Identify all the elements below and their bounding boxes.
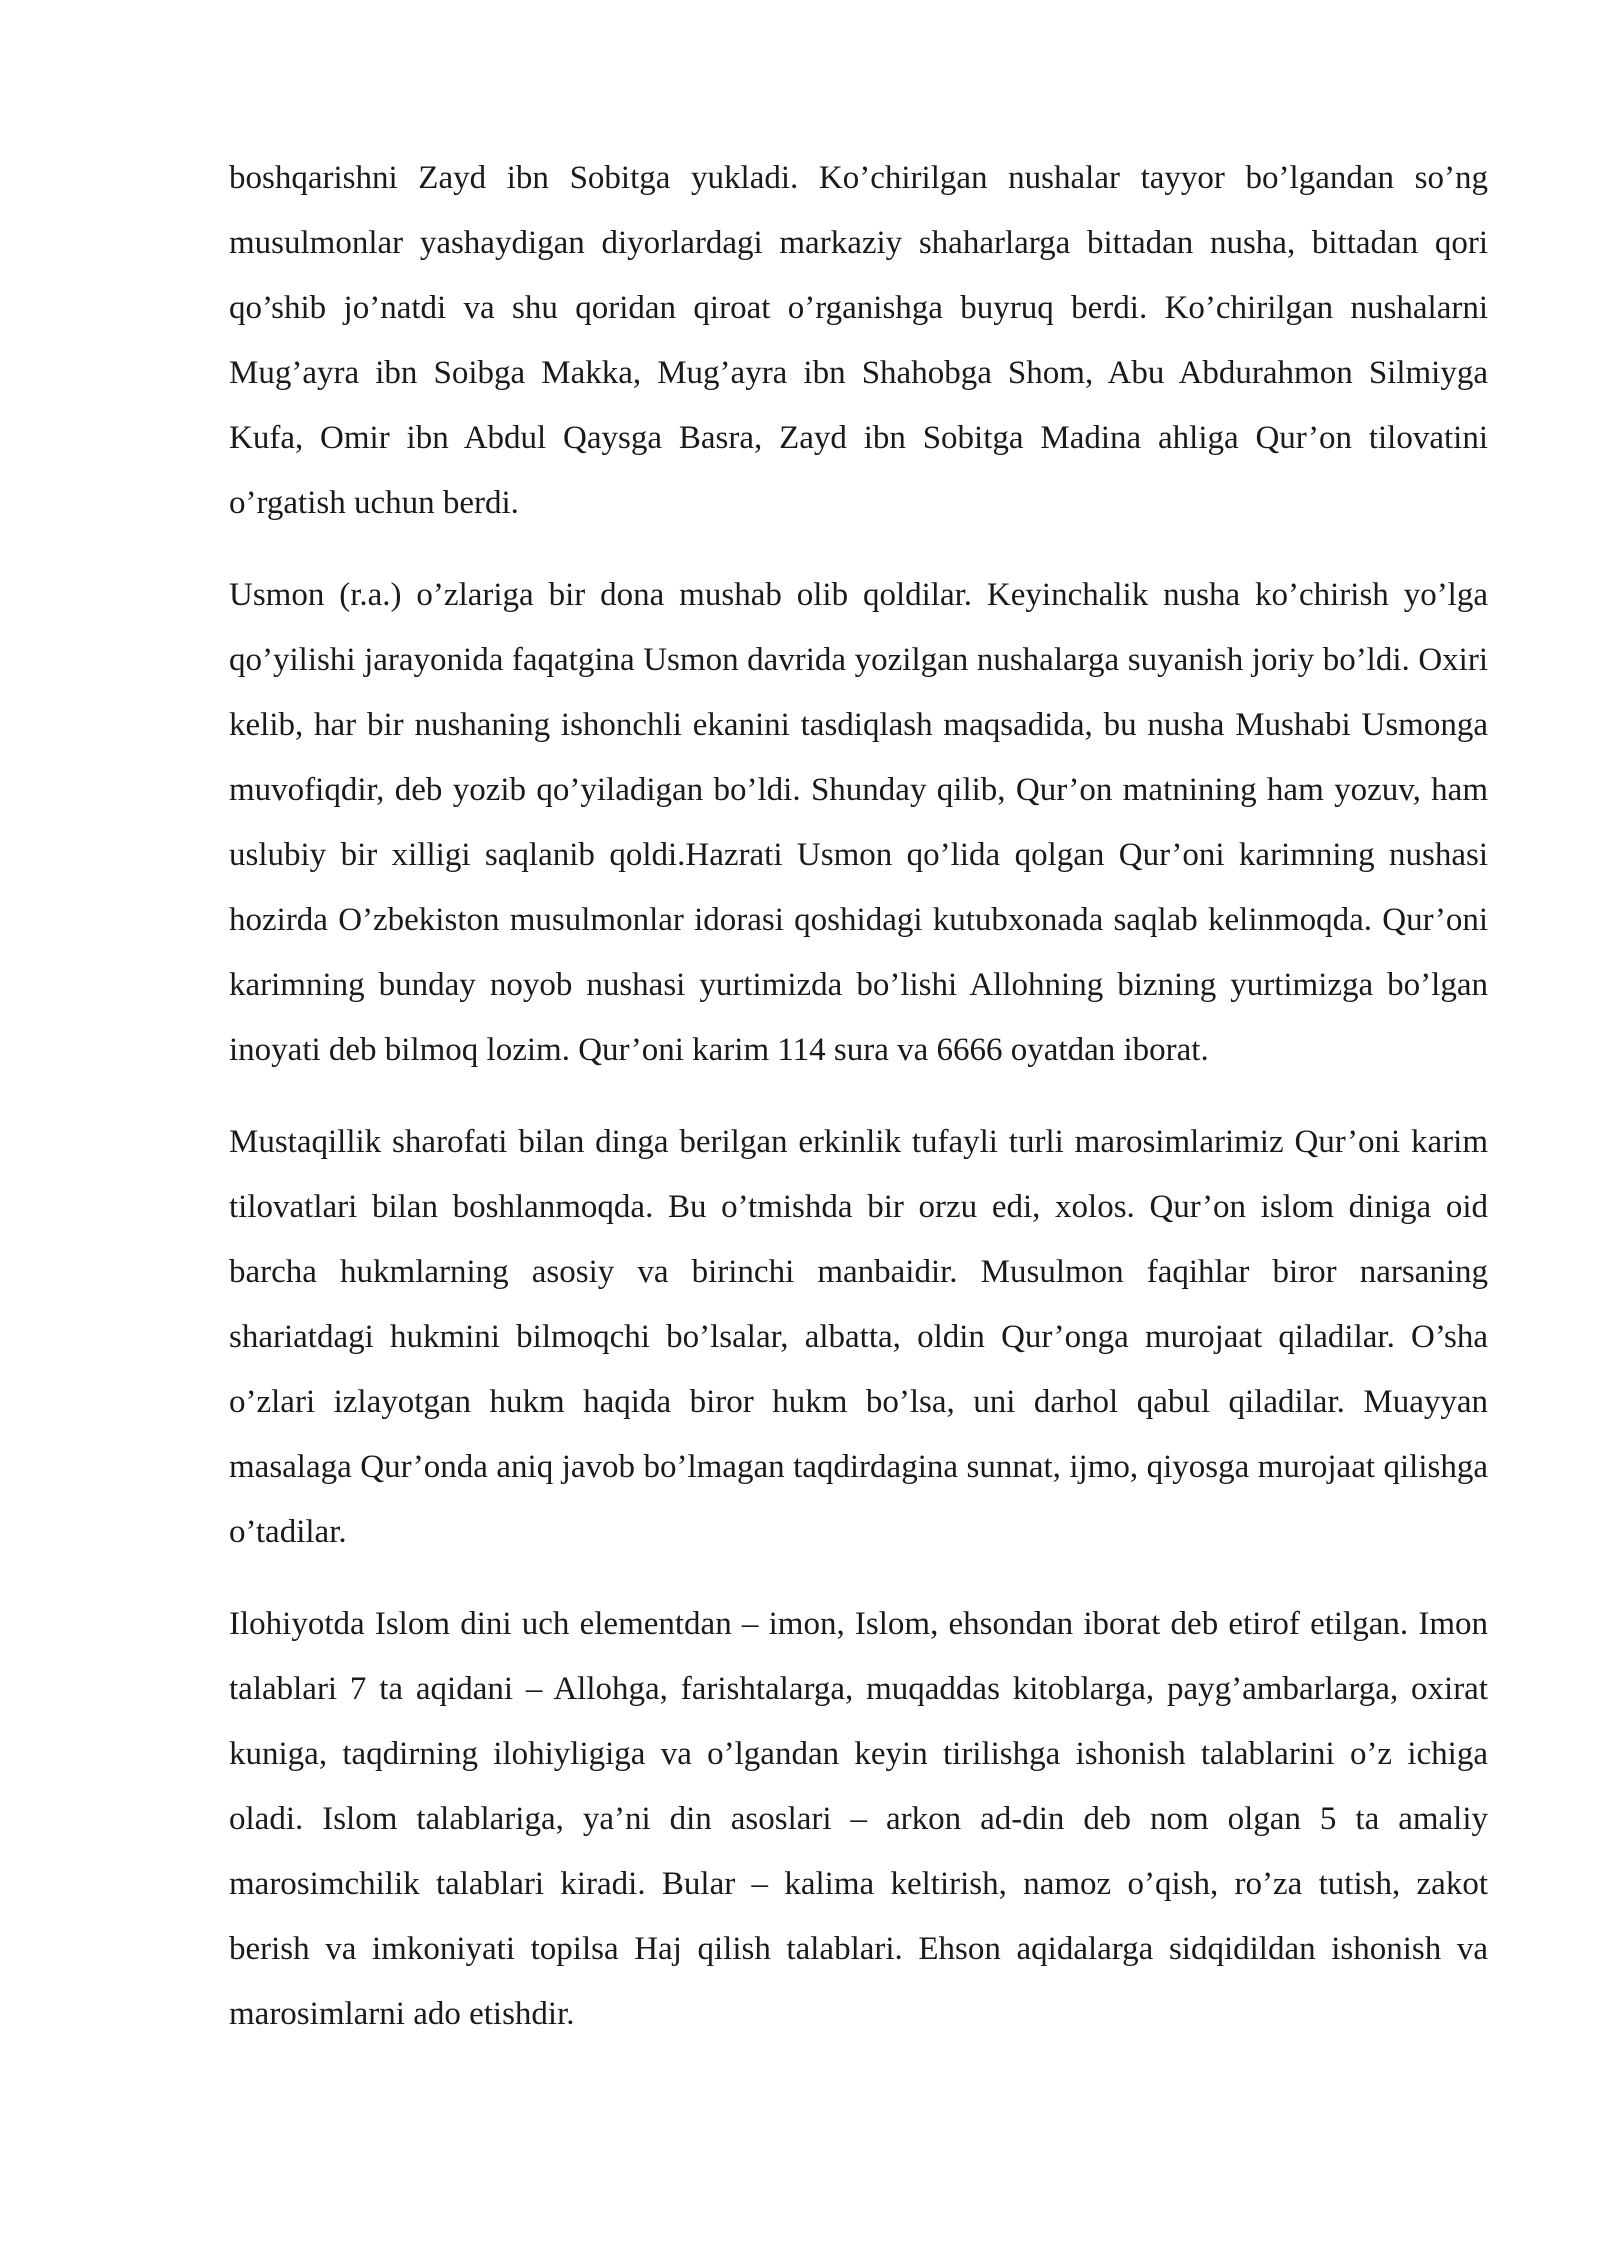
document-body xyxy=(229,146,1488,2074)
paragraph-1: boshqarishni Zayd ibn Sobitga yukladi. Ko’chirilgan nushalar tayyor bo’lgandan so’ng musulmonlar yashaydigan diyorlardagi markaziy shaharlarga bittadan nusha, bittadan qori qo’shib jo’natdi va shu qoridan qiroat o’rganishga buyruq berdi. Ko’chirilgan nushalarni Mug’ayra ibn Soibga Makka, Mug’ayra ibn Shahobga Shom, Abu Abdurahmon Silmiyga Kufa, Omir ibn Abdul Qaysga Basra, Zayd ibn Sobitga Madina ahliga Qur’on tilovatini o’rgatish uchun berdi. xyxy=(229,160,1488,521)
paragraph-2: Usmon (r.a.) o’zlariga bir dona mushab olib qoldilar. Keyinchalik nusha ko’chirish yo’lga qo’yilishi jarayonida faqatgina Usmon davrida yozilgan nushalarga suyanish joriy bo’ldi. Oxiri kelib, har bir nushaning ishonchli ekanini tasdiqlash maqsadida, bu nusha Mushabi Usmonga muvofiqdir, deb yozib qo’yiladigan bo’ldi. Shunday qilib, Qur’on matnining ham yozuv, ham uslubiy bir xilligi saqlanib qoldi.Hazrati Usmon qo’lida qolgan Qur’oni karimning nushasi hozirda O’zbekiston musulmonlar idorasi qoshidagi kutubxonada saqlab kelinmoqda. Qur’oni karimning bunday noyob nushasi yurtimizda bo’lishi Allohning bizning yurtimizga bo’lgan inoyati deb bilmoq lozim. Qur’oni karim 114 sura va 6666 oyatdan iborat. xyxy=(229,577,1488,1068)
paragraph-3: Mustaqillik sharofati bilan dinga berilgan erkinlik tufayli turli marosimlarimiz Qur’oni karim tilovatlari bilan boshlanmoqda. Bu o’tmishda bir orzu edi, xolos. Qur’on islom diniga oid barcha hukmlarning asosiy va birinchi manbaidir. Musulmon faqihlar biror narsaning shariatdagi hukmini bilmoqchi bo’lsalar, albatta, oldin Qur’onga murojaat qiladilar. O’sha o’zlari izlayotgan hukm haqida biror hukm bo’lsa, uni darhol qabul qiladilar. Muayyan masalaga Qur’onda aniq javob bo’lmagan taqdirdagina sunnat, ijmo, qiyosga murojaat qilishga o’tadilar. xyxy=(229,1124,1488,1550)
paragraph-4: Ilohiyotda Islom dini uch elementdan – imon, Islom, ehsondan iborat deb etirof etilgan. Imon talablari 7 ta aqidani – Allohga, farishtalarga, muqaddas kitoblarga, payg’ambarlarga, oxirat kuniga, taqdirning ilohiyligiga va o’lgandan keyin tirilishga ishonish talablarini o’z ichiga oladi. Islom talablariga, ya’ni din asoslari – arkon ad-din deb nom olgan 5 ta amaliy marosimchilik talablari kiradi. Bular – kalima keltirish, namoz o’qish, ro’za tutish, zakot berish va imkoniyati topilsa Haj qilish talablari. Ehson aqidalarga sidqidildan ishonish va marosimlarni ado etishdir. xyxy=(229,1606,1488,2032)
